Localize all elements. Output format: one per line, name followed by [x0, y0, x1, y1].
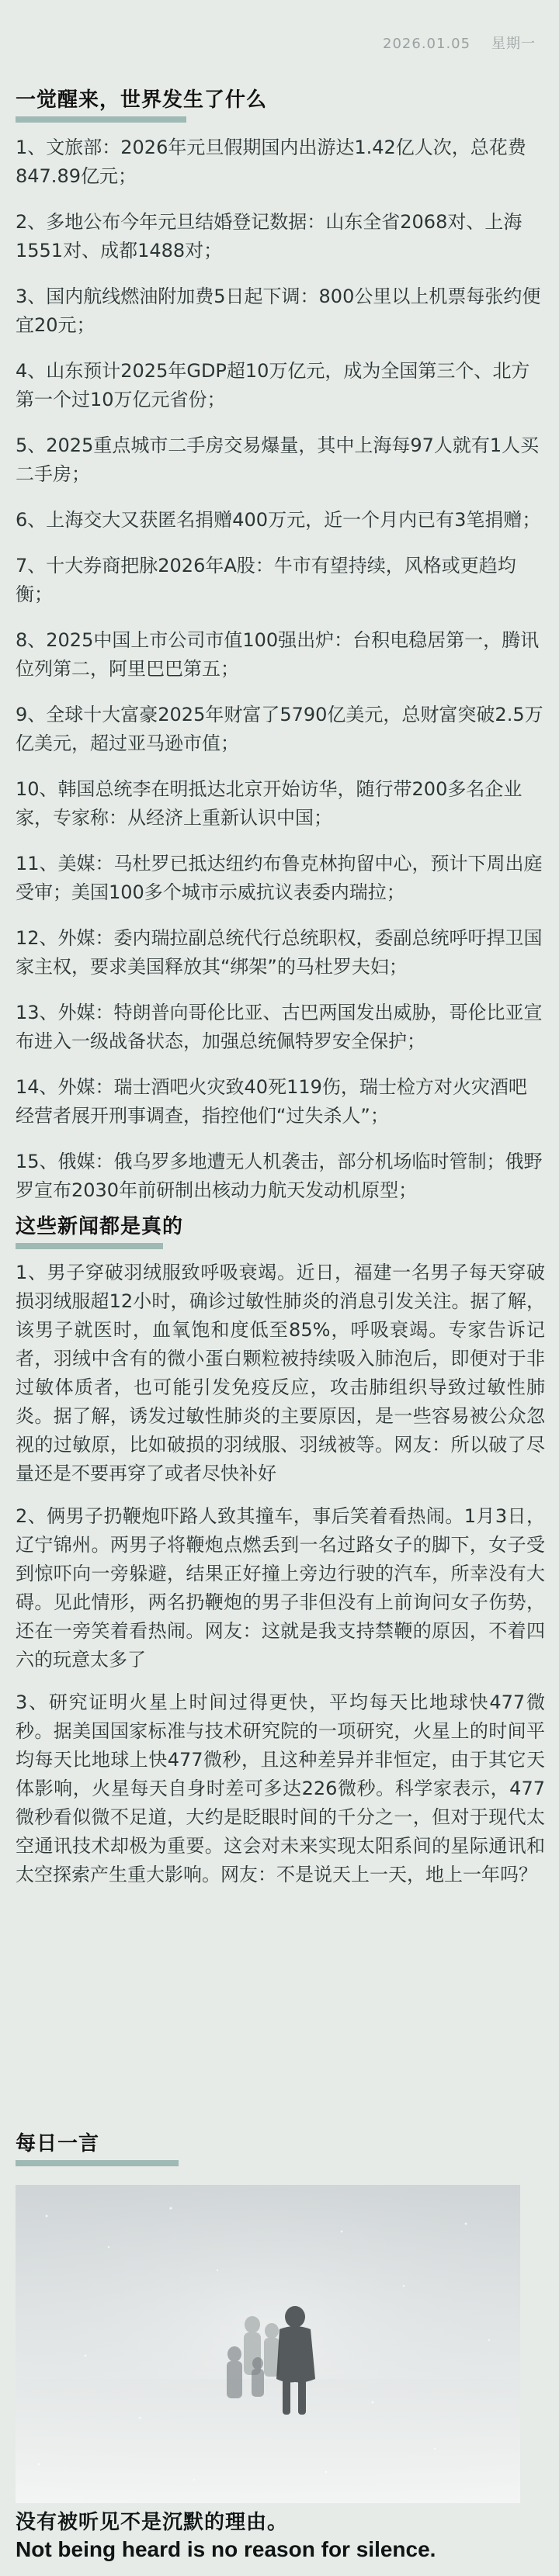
news-item: 11、美媒：马杜罗已抵达纽约布鲁克林拘留中心，预计下周出庭受审；美国100多个城市示威抗议表委内瑞拉； [16, 853, 543, 903]
snowstorm-photo [16, 2185, 520, 2503]
news-item: 14、外媒：瑞士酒吧火灾致40死119伤，瑞士检方对火灾酒吧经营者展开刑事调查，指控他们“过失杀人”； [16, 1076, 527, 1127]
news-item: 1、文旅部：2026年元旦假期国内出游达1.42亿人次，总花费847.89亿元； [16, 137, 526, 187]
news-item: 5、2025重点城市二手房交易爆量，其中上海每97人就有1人买二手房； [16, 435, 540, 485]
snowstorm-illustration [16, 2185, 520, 2503]
true-news-item: 1、男子穿破羽绒服致呼吸衰竭。近日，福建一名男子每天穿破损羽绒服超12小时，确诊过敏性肺炎的消息引发关注。据了解，该男子就医时，血氧饱和度低至85%，呼吸衰竭。专家告诉记者，羽绒中含有的微小蛋白颗粒被持续吸入肺泡后，即便对于非过敏体质者，也可能引发免疫反应，攻击肺组织导致过敏性肺炎。据了解，诱发过敏性肺炎的主要原因，是一些容易被公众忽视的过敏原，比如破损的羽绒服、羽绒被等。网友：所以破了尽量还是不要再穿了或者尽快补好 [16, 1262, 545, 1484]
news-item: 7、十大券商把脉2026年A股：牛市有望持续，风格或更趋均衡； [16, 555, 516, 605]
news-item: 8、2025中国上市公司市值100强出炉：台积电稳居第一，腾讯位列第二，阿里巴巴第五； [16, 629, 540, 680]
news-item: 13、外媒：特朗普向哥伦比亚、古巴两国发出威胁，哥伦比亚宣布进入一级战备状态，加强总统佩特罗安全保护； [16, 1002, 543, 1052]
true-news-list [16, 1259, 545, 1903]
quote-section-underline [16, 2160, 179, 2166]
news-item: 9、全球十大富豪2025年财富了5790亿美元，总财富突破2.5万亿美元，超过亚马逊市值； [16, 704, 543, 754]
true-news-section-underline [16, 1243, 163, 1249]
news-item: 3、国内航线燃油附加费5日起下调：800公里以上机票每张约便宜20元； [16, 286, 541, 336]
date-line [383, 33, 536, 53]
news-item: 12、外媒：委内瑞拉副总统代行总统职权，委副总统呼吁捍卫国家主权，要求美国释放其“绑架”的马杜罗夫妇； [16, 927, 543, 978]
news-item: 4、山东预计2025年GDP超10万亿元，成为全国第三个、北方第一个过10万亿元省份； [16, 360, 530, 410]
date-text: 2026.01.05 [383, 36, 471, 52]
quote-chinese: 没有被听见不是沉默的理由。 [16, 2511, 289, 2534]
true-news-item: 2、俩男子扔鞭炮吓路人致其撞车，事后笑着看热闹。1月3日，辽宁锦州。两男子将鞭炮点燃丢到一名过路女子的脚下，女子受到惊吓向一旁躲避，结果正好撞上旁边行驶的汽车，所幸没有大碍。见此情形，两名扔鞭炮的男子非但没有上前询问女子伤势，还在一旁笑着看热闹。网友：这就是我支持禁鞭的原因，不着四六的玩意太多了 [16, 1505, 545, 1671]
news-item: 15、俄媒：俄乌罗多地遭无人机袭击，部分机场临时管制；俄野罗宣布2030年前研制出核动力航天发动机原型； [16, 1151, 543, 1201]
news-item: 2、多地公布今年元旦结婚登记数据：山东全省2068对、上海1551对、成都1488对； [16, 211, 523, 261]
news-section-title: 一觉醒来，世界发生了什么 [16, 88, 268, 112]
news-item: 6、上海交大又获匿名捐赠400万元，近一个月内已有3笔捐赠； [16, 509, 541, 531]
quote-section-title: 每日一言 [16, 2132, 100, 2155]
news-list [16, 133, 543, 1222]
weekday-text: 星期一 [491, 36, 536, 52]
news-item: 10、韩国总统李在明抵达北京开始访华，随行带200多名企业家，专家称：从经济上重新认识中国； [16, 778, 523, 829]
news-section-underline [16, 116, 186, 123]
quote-english: Not being heard is no reason for silence. [16, 2537, 436, 2561]
true-news-section-title: 这些新闻都是真的 [16, 1215, 184, 1238]
true-news-item: 3、研究证明火星上时间过得更快，平均每天比地球快477微秒。据美国国家标准与技术研究院的一项研究，火星上的时间平均每天比地球上快477微秒，且这种差异并非恒定，由于其它天体影响，火星每天自身时差可多达226微秒。科学家表示，477微秒看似微不足道，大约是眨眼时间的千分之一，但对于现代太空通讯技术却极为重要。这会对未来实现太阳系间的星际通讯和太空探索产生重大影响。网友：不是说天上一天，地上一年吗？ [16, 1691, 545, 1885]
